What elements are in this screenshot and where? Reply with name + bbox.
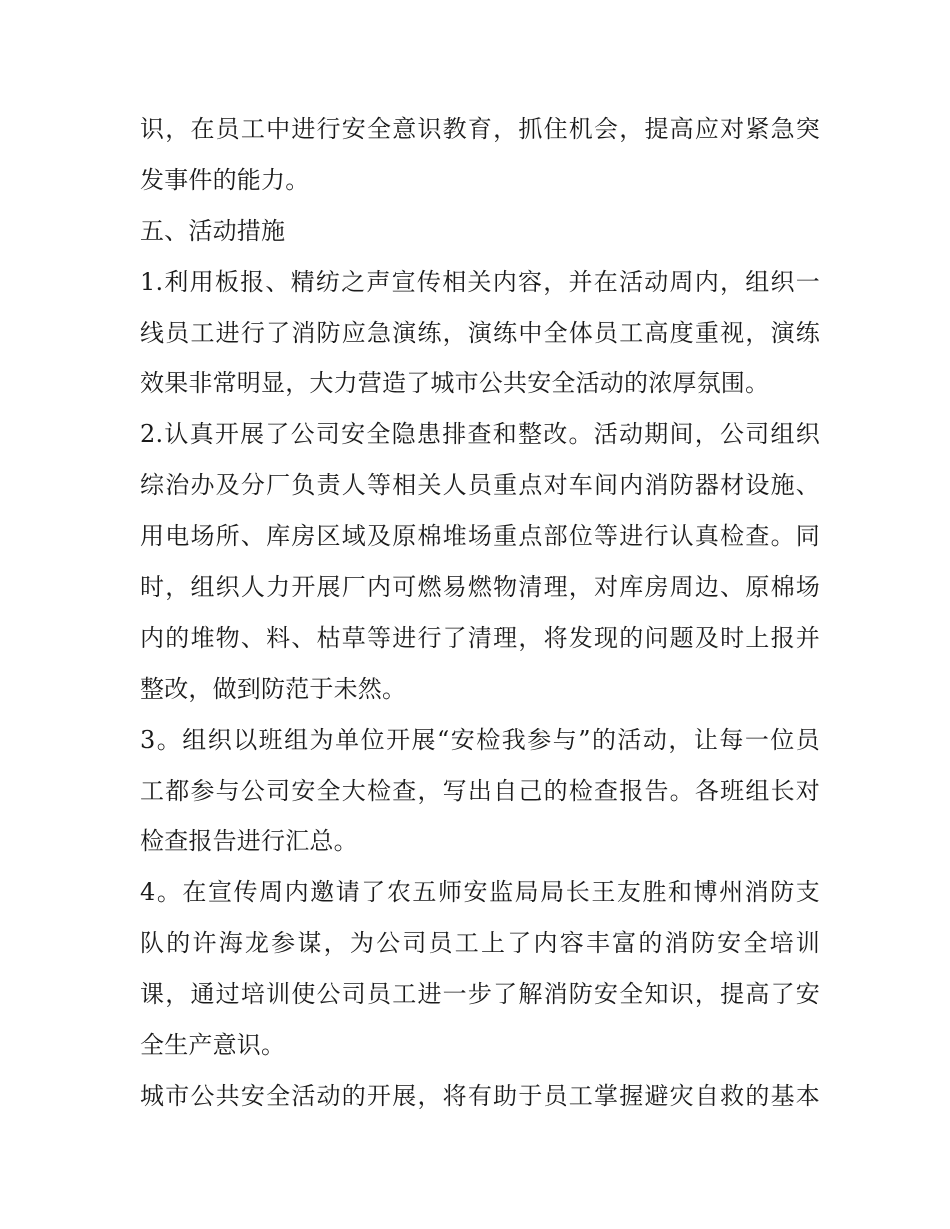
text-line: 全生产意识。: [140, 1031, 286, 1060]
text-line: 内的堆物、料、枯草等进行了清理，将发现的问题及时上报并: [140, 623, 820, 652]
document-body: [140, 104, 820, 1122]
text-line: 4。在宣传周内邀请了农五师安监局局长王友胜和博州消防支: [140, 878, 820, 907]
text-line: 课，通过培训使公司员工进一步了解消防安全知识，提高了安: [140, 980, 820, 1009]
text-line: 2.认真开展了公司安全隐患排查和整改。活动期间，公司组织: [140, 420, 820, 449]
text-line: 五、活动措施: [140, 216, 286, 245]
text-line: 检查报告进行汇总。: [140, 827, 358, 856]
text-line: 3。组织以班组为单位开展“安检我参与”的活动，让每一位员: [140, 725, 820, 754]
text-line: 城市公共安全活动的开展，将有助于员工掌握避灾自救的基本: [140, 1081, 820, 1110]
text-line: 效果非常明显，大力营造了城市公共安全活动的浓厚氛围。: [140, 369, 770, 398]
text-line: 线员工进行了消防应急演练，演练中全体员工高度重视，演练: [140, 318, 820, 347]
text-line: 1.利用板报、精纺之声宣传相关内容，并在活动周内，组织一: [140, 267, 820, 296]
text-line: 队的许海龙参谋，为公司员工上了内容丰富的消防安全培训: [140, 929, 820, 958]
text-line: 发事件的能力。: [140, 165, 310, 194]
text-line: 整改，做到防范于未然。: [140, 674, 407, 703]
text-line: 用电场所、库房区域及原棉堆场重点部位等进行认真检查。同: [140, 522, 820, 551]
text-line: 时，组织人力开展厂内可燃易燃物清理，对库房周边、原棉场: [140, 573, 820, 602]
text-line: 工都参与公司安全大检查，写出自己的检查报告。各班组长对: [140, 776, 820, 805]
text-line: 综治办及分厂负责人等相关人员重点对车间内消防器材设施、: [140, 471, 820, 500]
text-line: 识，在员工中进行安全意识教育，抓住机会，提高应对紧急突: [140, 115, 820, 143]
